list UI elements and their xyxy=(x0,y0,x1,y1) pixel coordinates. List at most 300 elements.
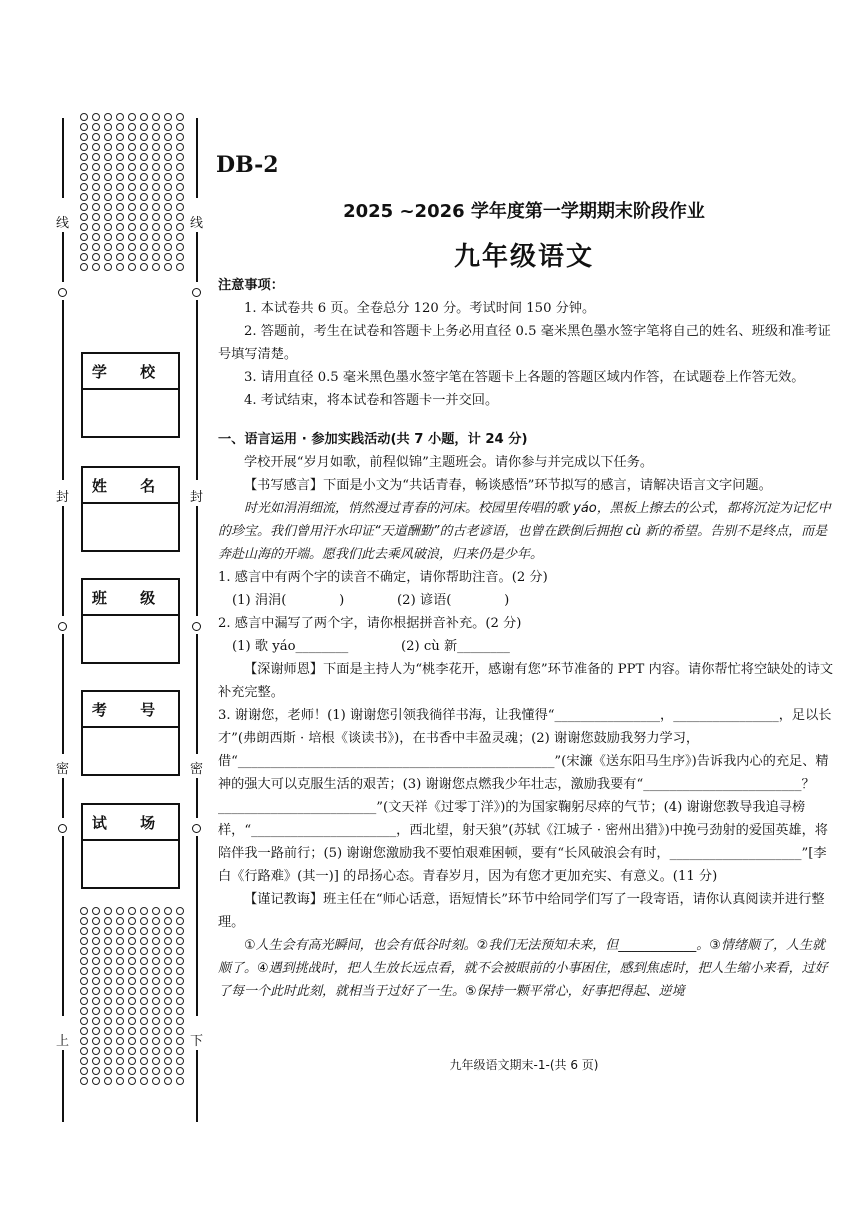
pattern-dot xyxy=(80,223,88,231)
pattern-dot xyxy=(152,947,160,955)
pattern-dot xyxy=(92,987,100,995)
pattern-dot xyxy=(104,163,112,171)
school-field[interactable] xyxy=(83,390,178,436)
pattern-dot xyxy=(116,997,124,1005)
pattern-dot xyxy=(104,203,112,211)
pattern-dot xyxy=(140,1027,148,1035)
pattern-dot xyxy=(140,1017,148,1025)
pattern-dot xyxy=(116,183,124,191)
pattern-dot xyxy=(104,997,112,1005)
pattern-dot xyxy=(164,1037,172,1045)
pattern-dot xyxy=(164,213,172,221)
pattern-dot xyxy=(140,977,148,985)
class-label: 班 级 xyxy=(83,580,178,616)
pattern-dot xyxy=(164,967,172,975)
pattern-dot xyxy=(152,937,160,945)
pattern-dot xyxy=(164,223,172,231)
pattern-dot xyxy=(152,253,160,261)
pattern-dot xyxy=(152,193,160,201)
pattern-dot xyxy=(80,253,88,261)
pattern-dot xyxy=(140,213,148,221)
seal-mark-shang: 上 xyxy=(56,1034,70,1049)
pattern-dot xyxy=(176,1007,184,1015)
pattern-dot xyxy=(104,143,112,151)
pattern-dot xyxy=(152,183,160,191)
pattern-dot xyxy=(128,1027,136,1035)
pattern-dot xyxy=(116,263,124,271)
pattern-dot xyxy=(80,967,88,975)
pattern-dot xyxy=(116,917,124,925)
pattern-dot xyxy=(80,987,88,995)
pattern-dot xyxy=(176,253,184,261)
pattern-dot xyxy=(140,133,148,141)
pattern-dot xyxy=(164,133,172,141)
pattern-dot xyxy=(92,917,100,925)
seal-line-left xyxy=(62,634,64,754)
pattern-dot xyxy=(116,987,124,995)
seal-line-left xyxy=(62,836,64,1016)
pattern-dot xyxy=(152,1067,160,1075)
pattern-dot xyxy=(152,163,160,171)
pattern-dot xyxy=(104,1047,112,1055)
pattern-dot xyxy=(176,183,184,191)
pattern-dot xyxy=(116,947,124,955)
pattern-dot xyxy=(128,183,136,191)
pattern-dot xyxy=(128,163,136,171)
pattern-dot xyxy=(140,1007,148,1015)
pattern-dot xyxy=(80,917,88,925)
pattern-dot xyxy=(152,967,160,975)
pattern-dot xyxy=(80,1037,88,1045)
pattern-dot xyxy=(80,907,88,915)
pattern-dot xyxy=(140,173,148,181)
seal-mark-xian-right: 线 xyxy=(190,216,204,231)
pattern-dot xyxy=(116,1047,124,1055)
pattern-dot xyxy=(128,233,136,241)
pattern-dot xyxy=(116,1077,124,1085)
page-footer: 九年级语文期末-1-(共 6 页) xyxy=(449,1058,599,1072)
seal-circle xyxy=(192,622,201,631)
pattern-dot xyxy=(176,957,184,965)
pattern-dot xyxy=(116,133,124,141)
pattern-dot xyxy=(92,907,100,915)
pattern-dot xyxy=(80,153,88,161)
pattern-dot xyxy=(104,907,112,915)
school-box xyxy=(81,352,180,438)
pattern-dot xyxy=(104,113,112,121)
pattern-dot xyxy=(140,967,148,975)
pattern-dot xyxy=(140,233,148,241)
pattern-dot xyxy=(176,223,184,231)
pattern-dot xyxy=(116,153,124,161)
pattern-dot xyxy=(128,947,136,955)
pattern-dot xyxy=(92,253,100,261)
pattern-dot xyxy=(164,243,172,251)
pattern-dot xyxy=(164,1007,172,1015)
question-1: 1. 感言中有两个字的读音不确定，请你帮助注音。(2 分) xyxy=(218,570,548,585)
exam-number-box xyxy=(81,690,180,776)
pattern-dot xyxy=(140,243,148,251)
pattern-dot xyxy=(80,1047,88,1055)
pattern-dot xyxy=(164,907,172,915)
pattern-dot xyxy=(104,1067,112,1075)
pattern-dot xyxy=(164,997,172,1005)
pattern-dot xyxy=(116,937,124,945)
seal-circle xyxy=(58,824,67,833)
pattern-dot xyxy=(92,203,100,211)
pattern-dot xyxy=(152,1017,160,1025)
pattern-dot xyxy=(164,977,172,985)
pattern-dot xyxy=(152,203,160,211)
pattern-dot xyxy=(92,123,100,131)
pattern-dot xyxy=(128,1037,136,1045)
pattern-dot xyxy=(176,1077,184,1085)
pattern-dot xyxy=(92,927,100,935)
subject-title: 九年级语文 xyxy=(453,242,594,272)
pattern-dot xyxy=(152,977,160,985)
pattern-dot xyxy=(80,937,88,945)
pattern-dot xyxy=(92,1017,100,1025)
pattern-dot xyxy=(116,927,124,935)
pattern-dot xyxy=(104,1037,112,1045)
pattern-dot xyxy=(80,133,88,141)
pattern-dot xyxy=(176,927,184,935)
pattern-dot xyxy=(104,937,112,945)
pattern-dot xyxy=(92,243,100,251)
pattern-dot xyxy=(164,203,172,211)
pattern-dot xyxy=(140,987,148,995)
pattern-dot xyxy=(104,1077,112,1085)
pattern-dot xyxy=(104,153,112,161)
pattern-dot xyxy=(176,1017,184,1025)
pattern-dot xyxy=(92,1007,100,1015)
pattern-dot xyxy=(176,153,184,161)
pattern-dot xyxy=(116,113,124,121)
binding-margin xyxy=(0,0,215,1228)
pattern-dot xyxy=(80,927,88,935)
pattern-dot xyxy=(128,133,136,141)
pattern-dot xyxy=(128,1047,136,1055)
exam-title: 2025 ~2026 学年度第一学期期末阶段作业 xyxy=(343,201,705,222)
pattern-dot xyxy=(152,123,160,131)
pattern-dot xyxy=(116,1057,124,1065)
pattern-dot xyxy=(128,907,136,915)
pattern-dot xyxy=(104,213,112,221)
pattern-dot xyxy=(104,1017,112,1025)
pattern-dot xyxy=(104,957,112,965)
pattern-dot xyxy=(176,213,184,221)
pattern-dot xyxy=(116,1037,124,1045)
pattern-dot xyxy=(116,233,124,241)
pattern-dot xyxy=(128,917,136,925)
note-item: 1. 本试卷共 6 页。全卷总分 120 分。考试时间 150 分钟。 xyxy=(244,301,596,316)
pattern-dot xyxy=(140,937,148,945)
pattern-dot xyxy=(164,987,172,995)
pattern-dot xyxy=(104,917,112,925)
pattern-dot xyxy=(80,123,88,131)
pattern-dot xyxy=(104,967,112,975)
class-box xyxy=(81,578,180,664)
pattern-dot xyxy=(128,967,136,975)
pattern-dot xyxy=(152,907,160,915)
pattern-dot xyxy=(128,243,136,251)
question-3[interactable]: 3. 谢谢您，老师！(1) 谢谢您引领我徜徉书海，让我懂得“________________，________________，足以长才”(弗朗西斯 · 培根《谈读书》)，在书香中丰盈灵魂；(2) 谢谢您鼓励我努力学习，借“________________________________________________”(宋濂《送东阳马生序》)告诉我内心的充足、精神的强大可以克服生活的艰苦；(3) 谢谢您点燃我少年壮志，激励我要有“________________________？________________________”(文天祥《过零丁洋》)的为国家鞠躬尽瘁的气节；(4) 谢谢您教导我追寻榜样，“______________________，西北望，射天狼”(苏轼《江城子 · 密州出猎》)中挽弓劲射的爱国英雄，将陪伴我一路前行；(5) 谢谢您激励我不要怕艰难困顿，要有“长风破浪会有时，____________________”[李白《行路难》(其一)] 的昂扬心态。青春岁月，因为有您才更加充实、有意义。(11 分) xyxy=(218,708,832,884)
pattern-dot xyxy=(128,123,136,131)
exam-room-box xyxy=(81,803,180,889)
pattern-dot xyxy=(104,193,112,201)
pattern-dot xyxy=(104,223,112,231)
pattern-dot xyxy=(152,917,160,925)
pattern-dot xyxy=(140,907,148,915)
question-1-blanks[interactable]: (1) 涓涓( ) (2) 谚语( ) xyxy=(232,593,510,608)
seal-line-right xyxy=(196,506,198,616)
pattern-dot xyxy=(80,1027,88,1035)
pattern-dot xyxy=(92,997,100,1005)
pattern-dot xyxy=(128,253,136,261)
seal-line-right xyxy=(196,1050,198,1122)
seal-line-left xyxy=(62,1050,64,1122)
pattern-dot xyxy=(92,113,100,121)
pattern-dot xyxy=(140,223,148,231)
pattern-dot xyxy=(152,143,160,151)
pattern-dot xyxy=(140,1047,148,1055)
seal-mark-mi-left: 密 xyxy=(56,762,70,777)
pattern-dot xyxy=(80,263,88,271)
pattern-dot xyxy=(164,263,172,271)
exam-room-field[interactable] xyxy=(83,841,178,887)
pattern-dot xyxy=(140,1067,148,1075)
pattern-dot xyxy=(104,263,112,271)
pattern-dot xyxy=(176,263,184,271)
seal-line-left xyxy=(62,232,64,282)
pattern-dot xyxy=(140,1057,148,1065)
pattern-dot xyxy=(104,123,112,131)
pattern-dot xyxy=(140,957,148,965)
pattern-dot xyxy=(176,133,184,141)
exam-number-label: 考 号 xyxy=(83,692,178,728)
pattern-dot xyxy=(92,937,100,945)
pattern-dot xyxy=(152,1037,160,1045)
pattern-dot xyxy=(176,243,184,251)
task3-intro: 【谨记教诲】班主任在“师心话意，语短情长”环节中给同学们写了一段寄语，请你认真阅读并进行整理。 xyxy=(218,892,825,930)
pattern-dot xyxy=(104,987,112,995)
pattern-dot xyxy=(164,1057,172,1065)
seal-line-right xyxy=(196,634,198,754)
seal-line-left xyxy=(62,300,64,480)
section-heading: 一、语言运用 · 参加实践活动(共 7 小题，计 24 分) xyxy=(218,432,528,447)
pattern-dot xyxy=(128,957,136,965)
pattern-dot xyxy=(116,223,124,231)
pattern-dot xyxy=(164,253,172,261)
pattern-dot xyxy=(176,1057,184,1065)
pattern-dot xyxy=(140,153,148,161)
pattern-dot xyxy=(164,143,172,151)
pattern-dot xyxy=(116,203,124,211)
exam-number-field[interactable] xyxy=(83,728,178,774)
seal-circle xyxy=(58,288,67,297)
pattern-dot xyxy=(176,1027,184,1035)
pattern-dot xyxy=(176,937,184,945)
pattern-dot xyxy=(92,957,100,965)
class-field[interactable] xyxy=(83,616,178,662)
pattern-dot xyxy=(164,947,172,955)
pattern-dot xyxy=(152,223,160,231)
pattern-dot xyxy=(92,1037,100,1045)
pattern-dot xyxy=(176,997,184,1005)
name-label: 姓 名 xyxy=(83,468,178,504)
seal-circle xyxy=(192,824,201,833)
pattern-dot xyxy=(164,1077,172,1085)
pattern-dot xyxy=(152,1047,160,1055)
pattern-dot xyxy=(104,173,112,181)
pattern-dot xyxy=(140,997,148,1005)
pattern-dot xyxy=(116,907,124,915)
pattern-dot xyxy=(152,927,160,935)
pattern-dot xyxy=(140,183,148,191)
pattern-dot xyxy=(152,997,160,1005)
pattern-dot xyxy=(80,163,88,171)
seal-mark-xian-left: 线 xyxy=(56,216,70,231)
note-item: 2. 答题前，考生在试卷和答题卡上务必用直径 0.5 毫米黑色墨水签字笔将自己的姓名、班级和准考证号填写清楚。 xyxy=(218,324,831,362)
pattern-dot xyxy=(164,123,172,131)
pattern-dot xyxy=(116,243,124,251)
pattern-dot xyxy=(92,947,100,955)
seal-line-right xyxy=(196,300,198,480)
pattern-dot xyxy=(176,173,184,181)
pattern-dot xyxy=(176,203,184,211)
pattern-dot xyxy=(92,1057,100,1065)
pattern-dot xyxy=(164,957,172,965)
pattern-dot xyxy=(116,173,124,181)
pattern-dot xyxy=(116,1007,124,1015)
pattern-dot xyxy=(92,1027,100,1035)
pattern-dot xyxy=(104,133,112,141)
pattern-dot xyxy=(164,173,172,181)
pattern-dot xyxy=(140,1077,148,1085)
question-2-blanks[interactable]: (1) 歌 yáo________ (2) cù 新________ xyxy=(232,639,510,654)
pattern-dot xyxy=(128,927,136,935)
pattern-dot xyxy=(116,957,124,965)
pattern-dot xyxy=(152,133,160,141)
seal-line-left xyxy=(62,506,64,616)
pattern-dot xyxy=(176,1037,184,1045)
pattern-dot xyxy=(80,203,88,211)
pattern-dot xyxy=(116,1067,124,1075)
pattern-dot xyxy=(152,213,160,221)
pattern-dot xyxy=(128,997,136,1005)
pattern-dot xyxy=(176,193,184,201)
pattern-dot xyxy=(92,233,100,241)
pattern-dot xyxy=(92,263,100,271)
seal-line-right xyxy=(196,778,198,818)
pattern-dot xyxy=(128,113,136,121)
pattern-dot xyxy=(140,123,148,131)
dot-pattern-top xyxy=(80,113,188,271)
pattern-dot xyxy=(140,947,148,955)
seal-circle xyxy=(58,622,67,631)
pattern-dot xyxy=(128,977,136,985)
paper-code: DB-2 xyxy=(216,152,279,178)
pattern-dot xyxy=(104,183,112,191)
seal-mark-xia: 下 xyxy=(190,1034,204,1049)
pattern-dot xyxy=(140,253,148,261)
pattern-dot xyxy=(92,183,100,191)
pattern-dot xyxy=(140,163,148,171)
pattern-dot xyxy=(116,253,124,261)
pattern-dot xyxy=(128,1007,136,1015)
question-2: 2. 感言中漏写了两个字，请你根据拼音补充。(2 分) xyxy=(218,616,522,631)
pattern-dot xyxy=(152,153,160,161)
notes-heading: 注意事项： xyxy=(218,278,284,293)
pattern-dot xyxy=(80,213,88,221)
pattern-dot xyxy=(128,1067,136,1075)
pattern-dot xyxy=(176,977,184,985)
pattern-dot xyxy=(116,1017,124,1025)
seal-mark-feng-left: 封 xyxy=(56,490,70,505)
pattern-dot xyxy=(92,163,100,171)
pattern-dot xyxy=(92,1067,100,1075)
pattern-dot xyxy=(104,1057,112,1065)
pattern-dot xyxy=(152,243,160,251)
pattern-dot xyxy=(128,223,136,231)
pattern-dot xyxy=(152,113,160,121)
pattern-dot xyxy=(152,173,160,181)
seal-line-right xyxy=(196,836,198,1016)
task2-intro: 【深谢师恩】下面是主持人为“桃李花开，感谢有您”环节准备的 PPT 内容。请你帮忙将空缺处的诗文补充完整。 xyxy=(218,662,834,700)
pattern-dot xyxy=(92,1077,100,1085)
pattern-dot xyxy=(176,947,184,955)
pattern-dot xyxy=(92,133,100,141)
pattern-dot xyxy=(176,233,184,241)
pattern-dot xyxy=(164,193,172,201)
pattern-dot xyxy=(92,143,100,151)
section-intro: 学校开展“岁月如歌，前程似锦”主题班会。请你参与并完成以下任务。 xyxy=(244,455,654,470)
pattern-dot xyxy=(80,997,88,1005)
pattern-dot xyxy=(164,233,172,241)
pattern-dot xyxy=(80,113,88,121)
pattern-dot xyxy=(104,947,112,955)
pattern-dot xyxy=(104,1007,112,1015)
name-field[interactable] xyxy=(83,504,178,550)
pattern-dot xyxy=(164,1017,172,1025)
pattern-dot xyxy=(128,1057,136,1065)
pattern-dot xyxy=(116,967,124,975)
dot-pattern-bottom xyxy=(80,907,188,1085)
exam-content xyxy=(218,274,836,1003)
pattern-dot xyxy=(140,203,148,211)
pattern-dot xyxy=(104,243,112,251)
pattern-dot xyxy=(128,193,136,201)
pattern-dot xyxy=(92,223,100,231)
pattern-dot xyxy=(176,143,184,151)
pattern-dot xyxy=(80,193,88,201)
pattern-dot xyxy=(116,123,124,131)
pattern-dot xyxy=(80,173,88,181)
pattern-dot xyxy=(176,907,184,915)
pattern-dot xyxy=(152,1007,160,1015)
pattern-dot xyxy=(176,917,184,925)
pattern-dot xyxy=(92,193,100,201)
pattern-dot xyxy=(164,927,172,935)
pattern-dot xyxy=(116,213,124,221)
pattern-dot xyxy=(104,927,112,935)
pattern-dot xyxy=(164,917,172,925)
pattern-dot xyxy=(116,143,124,151)
pattern-dot xyxy=(92,213,100,221)
pattern-dot xyxy=(80,1007,88,1015)
pattern-dot xyxy=(164,163,172,171)
pattern-dot xyxy=(128,173,136,181)
